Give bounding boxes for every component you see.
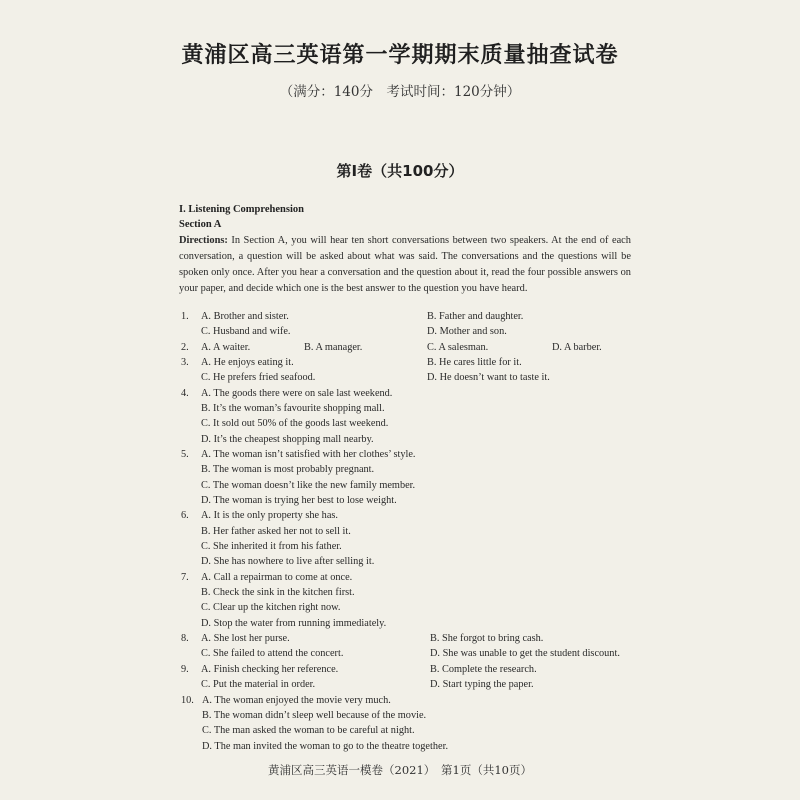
option-a: A. The woman enjoyed the movie very much.	[202, 695, 391, 706]
question-number: 5.	[181, 449, 189, 460]
directions-text: In Section A, you will hear ten short conversations between two speakers. At the end of each conversation, a question will be asked about what was said. The conversations and the questions will be spoken only once. After you hear a conversation and the question about it, read the four possible answers on your paper, and decide which one is the best answer to the question you have heard.	[179, 235, 631, 294]
option-d: D. A barber.	[552, 342, 602, 353]
option-d: D. He doesn’t want to taste it.	[427, 372, 550, 383]
question-number: 3.	[181, 357, 189, 368]
option-b: B. Check the sink in the kitchen first.	[201, 587, 355, 598]
question-number: 4.	[181, 388, 189, 399]
option-b: B. Complete the research.	[430, 664, 537, 675]
option-c: C. The man asked the woman to be careful at night.	[202, 725, 415, 736]
option-d: D. Start typing the paper.	[430, 679, 534, 690]
option-b: B. The woman didn’t sleep well because of the movie.	[202, 710, 427, 721]
option-a: A. It is the only property she has.	[201, 510, 338, 521]
option-a: A. Call a repairman to come at once.	[201, 572, 353, 583]
option-c: C. It sold out 50% of the goods last weekend.	[201, 418, 389, 429]
option-c: C. Husband and wife.	[201, 326, 291, 337]
question-number: 6.	[181, 510, 189, 521]
page-footer: 黄浦区高三英语一模卷（2021） 第1页（共10页）	[268, 763, 532, 777]
volume-heading: 第I卷（共100分）	[336, 162, 464, 180]
question-number: 8.	[181, 633, 189, 644]
option-c: C. She failed to attend the concert.	[201, 648, 344, 659]
question-number: 7.	[181, 572, 189, 583]
option-d: D. The man invited the woman to go to the theatre together.	[202, 741, 449, 752]
option-b: B. Father and daughter.	[427, 311, 524, 322]
option-c: C. Clear up the kitchen right now.	[201, 602, 341, 613]
option-b: B. Her father asked her not to sell it.	[201, 526, 351, 537]
option-c: C. The woman doesn’t like the new family member.	[201, 480, 416, 491]
page-title: 黄浦区高三英语第一学期期末质量抽查试卷	[181, 43, 619, 68]
option-c: C. A salesman.	[427, 342, 489, 353]
exam-info: （满分：140分 考试时间：120分钟）	[279, 84, 521, 100]
option-a: A. The woman isn’t satisfied with her clothes’ style.	[201, 449, 416, 460]
option-b: B. A manager.	[304, 342, 363, 353]
question-number: 10.	[181, 695, 194, 706]
option-d: D. It’s the cheapest shopping mall nearby.	[201, 434, 374, 445]
option-c: C. He prefers fried seafood.	[201, 372, 316, 383]
option-b: B. She forgot to bring cash.	[430, 633, 544, 644]
directions-label: Directions:	[179, 235, 228, 246]
question-number: 2.	[181, 342, 189, 353]
question-number: 9.	[181, 664, 189, 675]
option-d: D. She has nowhere to live after selling it.	[201, 556, 375, 567]
question-number: 1.	[181, 311, 189, 322]
option-b: B. The woman is most probably pregnant.	[201, 464, 375, 475]
option-d: D. The woman is trying her best to lose weight.	[201, 495, 397, 506]
directions-paragraph	[179, 233, 631, 297]
option-a: A. He enjoys eating it.	[201, 357, 294, 368]
option-a: A. A waiter.	[201, 342, 251, 353]
option-d: D. She was unable to get the student discount.	[430, 648, 620, 659]
option-b: B. He cares little for it.	[427, 357, 522, 368]
option-b: B. It’s the woman’s favourite shopping mall.	[201, 403, 385, 414]
option-a: A. Finish checking her reference.	[201, 664, 339, 675]
option-c: C. She inherited it from his father.	[201, 541, 342, 552]
option-a: A. The goods there were on sale last weekend.	[201, 388, 393, 399]
option-a: A. Brother and sister.	[201, 311, 289, 322]
option-d: D. Mother and son.	[427, 326, 507, 337]
option-c: C. Put the material in order.	[201, 679, 316, 690]
part-heading: I. Listening Comprehension	[179, 204, 304, 215]
section-heading: Section A	[179, 219, 222, 230]
option-a: A. She lost her purse.	[201, 633, 290, 644]
option-d: D. Stop the water from running immediately.	[201, 618, 387, 629]
